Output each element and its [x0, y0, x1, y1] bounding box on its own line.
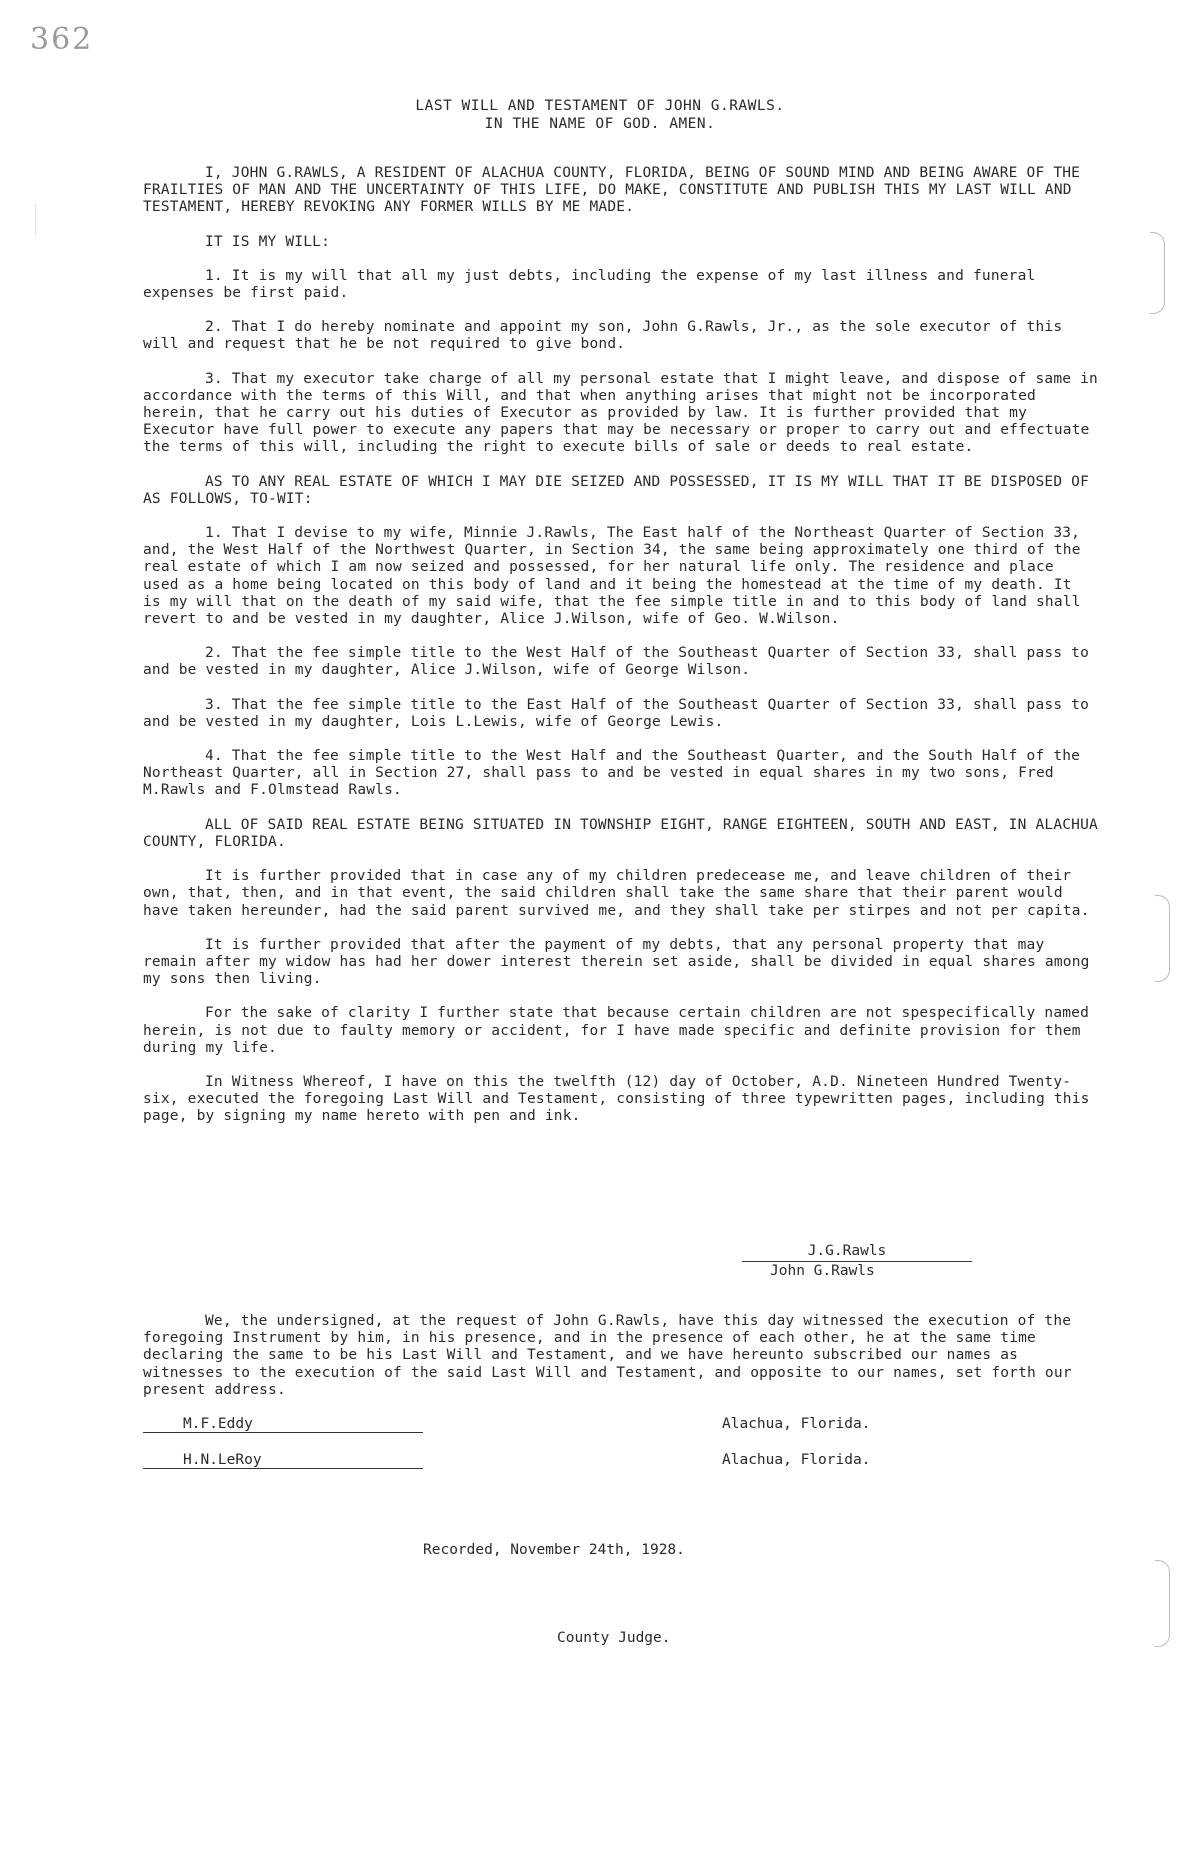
- margin-bracket: [1155, 1560, 1170, 1647]
- witness-signature-1: [143, 1416, 423, 1433]
- margin-bracket: [1150, 232, 1165, 314]
- paragraph-preamble: I, JOHN G.RAWLS, A RESIDENT OF ALACHUA COUNTY, FLORIDA, BEING OF SOUND MIND AND BEING AWARE OF THE FRAILTIES OF MAN AND THE UNCERTAINTY OF THIS LIFE, DO MAKE, CONSTITUTE AND PUBLISH THIS MY LAST WILL AND TESTAMENT, HEREBY REVOKING ANY FORMER WILLS BY ME MADE.: [143, 165, 1081, 216]
- will-body: [143, 165, 1098, 1143]
- paragraph-devise-alice: 2. That the fee simple title to the West Half of the Southeast Quarter of Section 33, shall pass to and be vested in my daughter, Alice J.Wilson, wife of George Wilson.: [143, 645, 1090, 679]
- margin-bracket: [1155, 895, 1170, 982]
- paragraph-devise-wife: 1. That I devise to my wife, Minnie J.Rawls, The East half of the Northeast Quarter of Section 33, and, the West Half of the Northwest Quarter, in Section 34, the same being approximately one third of the real estate of which I am now seized and possessed, for her natural life only. The residence and place used as a home being located on this body of land and it being the homestead at the time of my death. It is my will that on the death of my said wife, that the fee simple title in and to this body of land shall revert to and be vested in my daughter, Alice J.Wilson, wife of Geo. W.Wilson.: [143, 525, 1081, 628]
- testator-name: John G.Rawls: [770, 1263, 875, 1279]
- paragraph-devise-lois: 3. That the fee simple title to the East Half of the Southeast Quarter of Section 33, shall pass to and be vested in my daughter, Lois L.Lewis, wife of George Lewis.: [143, 696, 1090, 730]
- witness-name: M.F.Eddy: [183, 1416, 253, 1432]
- paragraph-will-heading: IT IS MY WILL:: [205, 233, 331, 250]
- page-number: 362: [30, 22, 94, 57]
- testator-signature-block: [742, 1243, 972, 1279]
- paragraph-real-estate-heading: AS TO ANY REAL ESTATE OF WHICH I MAY DIE SEIZED AND POSSESSED, IT IS MY WILL THAT IT BE DISPOSED OF AS FOLLOWS, TO-WIT:: [143, 473, 1090, 507]
- testator-signature: J.G.Rawls: [742, 1243, 972, 1262]
- county-judge-label: County Judge.: [557, 1630, 671, 1646]
- paragraph-clarity: For the sake of clarity I further state that because certain children are not spespecifically named herein, is not due to faulty memory or accident, for I have made specific and definite provision for them during my life.: [143, 1005, 1090, 1056]
- paragraph-witness-whereof: In Witness Whereof, I have on this the twelfth (12) day of October, A.D. Nineteen Hundred Twenty-six, executed the foregoing Last Will and Testament, consisting of three typewritten pages, including this page, by signing my name hereto with pen and ink.: [143, 1073, 1090, 1125]
- witness-name: H.N.LeRoy: [183, 1452, 262, 1468]
- attestation-clause: We, the undersigned, at the request of John G.Rawls, have this day witnessed the execution of the foregoing Instrument by him, in his presence, and in the presence of each other, he at the same time declaring the same to be his Last Will and Testament, and we have hereunto subscribed our names as witnesses to the execution of the said Last Will and Testament, and opposite to our names, set forth our present address.: [143, 1313, 1072, 1398]
- witness-address-2: Alachua, Florida.: [722, 1452, 871, 1468]
- paragraph-location: ALL OF SAID REAL ESTATE BEING SITUATED IN TOWNSHIP EIGHT, RANGE EIGHTEEN, SOUTH AND EAST, IN ALACHUA COUNTY, FLORIDA.: [143, 816, 1098, 850]
- margin-mark: [35, 205, 38, 235]
- paragraph-predecease: It is further provided that in case any of my children predecease me, and leave children of their own, that, then, and in that event, the said children shall take the same share that their parent would have taken hereunder, had the said parent survived me, and they shall take per stirpes and not per capita.: [143, 868, 1090, 919]
- recorded-date: Recorded, November 24th, 1928.: [423, 1542, 685, 1558]
- witness-signature-2: [143, 1452, 423, 1469]
- document-title: LAST WILL AND TESTAMENT OF JOHN G.RAWLS.: [415, 98, 785, 114]
- witness-address-1: Alachua, Florida.: [722, 1416, 871, 1432]
- document-invocation: IN THE NAME OF GOD. AMEN.: [484, 116, 716, 132]
- paragraph-personal-property: It is further provided that after the payment of my debts, that any personal property that may remain after my widow has had her dower interest therein set aside, shall be divided in equal shares among my sons then living.: [143, 936, 1090, 988]
- paragraph-executor: 2. That I do hereby nominate and appoint my son, John G.Rawls, Jr., as the sole executor of this will and request that he be not required to give bond.: [143, 319, 1063, 353]
- paragraph-devise-sons: 4. That the fee simple title to the West Half and the Southeast Quarter, and the South Half of the Northeast Quarter, all in Section 27, shall pass to and be vested in equal shares in my two sons, Fred M.Rawls and F.Olmstead Rawls.: [143, 748, 1081, 799]
- paragraph-executor-duties: 3. That my executor take charge of all my personal estate that I might leave, and dispose of same in accordance with the terms of this Will, and that when anything arises that might not be incorporated herein, that he carry out his duties of Executor as provided by law. It is further provided that my Executor have full power to execute any papers that may be necessary or proper to carry out and effectuate the terms of this will, including the right to execute bills of sale or deeds to real estate.: [143, 370, 1098, 456]
- paragraph-debts: 1. It is my will that all my just debts, including the expense of my last illness and funeral expenses be first paid.: [143, 267, 1036, 302]
